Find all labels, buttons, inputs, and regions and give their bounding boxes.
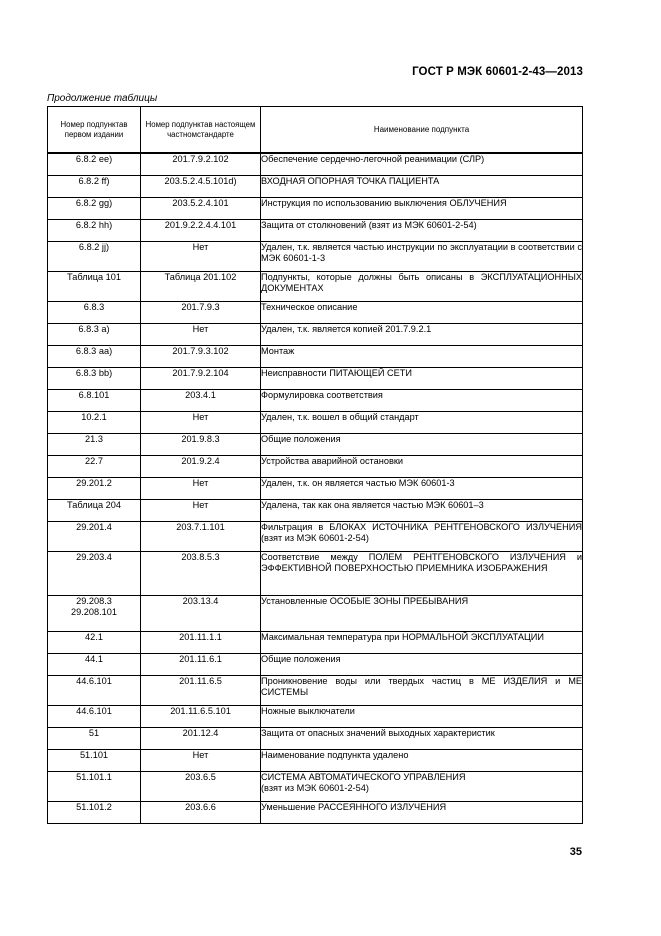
table-row (48, 197, 583, 219)
column-header-subclause-name: Наименование подпункта (261, 107, 583, 154)
cell-current-standard: 203.4.1 (141, 389, 261, 411)
cell-first-edition: 29.203.4 (48, 551, 141, 595)
table-row (48, 455, 583, 477)
cell-first-edition: 6.8.2 ee) (48, 153, 141, 175)
table-row (48, 271, 583, 301)
table-row (48, 433, 583, 455)
cell-subclause-name: Удален, т.к. является частью инструкции по эксплуатации в соответствии с МЭК 60601-1-3 (261, 241, 583, 271)
cell-current-standard: 203.5.2.4.101 (141, 197, 261, 219)
cell-subclause-name: Обеспечение сердечно-легочной реанимации (СЛР) (261, 153, 583, 175)
cell-current-standard: 201.12.4 (141, 727, 261, 749)
cell-first-edition: 44.1 (48, 653, 141, 675)
table-caption: Продолжение таблицы (47, 93, 158, 104)
table-row (48, 595, 583, 631)
cell-first-edition: 22.7 (48, 455, 141, 477)
cell-subclause-name: Защита от столкновений (взят из МЭК 60601-2-54) (261, 219, 583, 241)
table-row (48, 727, 583, 749)
cell-subclause-name: Максимальная температура при НОРМАЛЬНОЙ ЭКСПЛУАТАЦИИ (261, 631, 583, 653)
cell-subclause-name: Общие положения (261, 653, 583, 675)
cell-first-edition: 29.201.2 (48, 477, 141, 499)
table-header-row (48, 107, 583, 154)
cell-first-edition: 29.208.3 29.208.101 (48, 595, 141, 631)
cell-current-standard: 201.11.1.1 (141, 631, 261, 653)
table-body (48, 153, 583, 823)
correspondence-table (47, 106, 583, 824)
cell-subclause-name: Защита от опасных значений выходных характеристик (261, 727, 583, 749)
cell-current-standard: 203.5.2.4.5.101d) (141, 175, 261, 197)
cell-subclause-name: Неисправности ПИТАЮЩЕЙ СЕТИ (261, 367, 583, 389)
cell-subclause-name: Подпункты, которые должны быть описаны в ЭКСПЛУАТАЦИОННЫХ ДОКУМЕНТАХ (261, 271, 583, 301)
column-header-first-edition: Номер подпунктав первом издании (48, 107, 141, 154)
cell-current-standard: 203.6.5 (141, 771, 261, 801)
cell-subclause-name: Удален, т.к. он является частью МЭК 60601-3 (261, 477, 583, 499)
table-row (48, 153, 583, 175)
cell-current-standard: 203.13.4 (141, 595, 261, 631)
cell-subclause-name: Наименование подпункта удалено (261, 749, 583, 771)
cell-first-edition: 6.8.2 jj) (48, 241, 141, 271)
table-row (48, 323, 583, 345)
table-row (48, 219, 583, 241)
cell-current-standard: 201.9.2.2.4.4.101 (141, 219, 261, 241)
cell-subclause-name: Удалена, так как она является частью МЭК 60601–3 (261, 499, 583, 521)
cell-current-standard: 201.9.2.4 (141, 455, 261, 477)
table-row (48, 521, 583, 551)
table-row (48, 705, 583, 727)
table-row (48, 389, 583, 411)
cell-first-edition: 44.6.101 (48, 705, 141, 727)
cell-subclause-name: СИСТЕМА АВТОМАТИЧЕСКОГО УПРАВЛЕНИЯ (взят из МЭК 60601-2-54) (261, 771, 583, 801)
cell-subclause-name: Формулировка соответствия (261, 389, 583, 411)
cell-subclause-name: Соответствие между ПОЛЕМ РЕНТГЕНОВСКОГО ИЗЛУЧЕНИЯ и ЭФФЕКТИВНОЙ ПОВЕРХНОСТЬЮ ПРИЕМНИКА ИЗОБРАЖЕНИЯ (261, 551, 583, 595)
table-row (48, 477, 583, 499)
cell-current-standard: 201.11.6.5.101 (141, 705, 261, 727)
table-row (48, 499, 583, 521)
cell-first-edition: 6.8.3 a) (48, 323, 141, 345)
cell-first-edition: Таблица 101 (48, 271, 141, 301)
cell-first-edition: 6.8.101 (48, 389, 141, 411)
cell-first-edition: 51.101.2 (48, 801, 141, 823)
cell-current-standard: 201.11.6.5 (141, 675, 261, 705)
cell-subclause-name: Фильтрация в БЛОКАХ ИСТОЧНИКА РЕНТГЕНОВСКОГО ИЗЛУЧЕНИЯ (взят из МЭК 60601-2-54) (261, 521, 583, 551)
cell-current-standard: Нет (141, 323, 261, 345)
cell-first-edition: 51.101 (48, 749, 141, 771)
table-row (48, 551, 583, 595)
table-row (48, 345, 583, 367)
document-header: ГОСТ Р МЭК 60601-2-43—2013 (412, 66, 583, 78)
cell-first-edition: Таблица 204 (48, 499, 141, 521)
cell-current-standard: Нет (141, 499, 261, 521)
cell-first-edition: 6.8.3 aa) (48, 345, 141, 367)
table-row (48, 631, 583, 653)
table-row (48, 749, 583, 771)
column-header-current-standard: Номер подпунктав настоящем частномстандарте (141, 107, 261, 154)
cell-current-standard: 201.9.8.3 (141, 433, 261, 455)
table-row (48, 653, 583, 675)
table-row (48, 241, 583, 271)
cell-current-standard: Нет (141, 477, 261, 499)
table-row (48, 175, 583, 197)
page-number: 35 (569, 846, 582, 858)
cell-subclause-name: Ножные выключатели (261, 705, 583, 727)
cell-subclause-name: Удален, т.к. вошел в общий стандарт (261, 411, 583, 433)
cell-subclause-name: Техническое описание (261, 301, 583, 323)
cell-current-standard: 201.7.9.3 (141, 301, 261, 323)
cell-first-edition: 10.2.1 (48, 411, 141, 433)
cell-subclause-name: Удален, т.к. является копией 201.7.9.2.1 (261, 323, 583, 345)
cell-current-standard: 203.8.5.3 (141, 551, 261, 595)
cell-first-edition: 21.3 (48, 433, 141, 455)
table-row (48, 367, 583, 389)
cell-subclause-name: Уменьшение РАССЕЯННОГО ИЗЛУЧЕНИЯ (261, 801, 583, 823)
cell-first-edition: 51 (48, 727, 141, 749)
cell-first-edition: 6.8.3 bb) (48, 367, 141, 389)
cell-first-edition: 42.1 (48, 631, 141, 653)
cell-first-edition: 6.8.3 (48, 301, 141, 323)
cell-subclause-name: Монтаж (261, 345, 583, 367)
cell-current-standard: 201.7.9.2.104 (141, 367, 261, 389)
cell-subclause-name: Установленные ОСОБЫЕ ЗОНЫ ПРЕБЫВАНИЯ (261, 595, 583, 631)
cell-subclause-name: Проникновение воды или твердых частиц в МЕ ИЗДЕЛИЯ и МЕ СИСТЕМЫ (261, 675, 583, 705)
cell-current-standard: 203.7.1.101 (141, 521, 261, 551)
cell-first-edition: 6.8.2 gg) (48, 197, 141, 219)
cell-first-edition: 51.101.1 (48, 771, 141, 801)
cell-subclause-name: ВХОДНАЯ ОПОРНАЯ ТОЧКА ПАЦИЕНТА (261, 175, 583, 197)
cell-current-standard: Нет (141, 411, 261, 433)
cell-current-standard: 201.11.6.1 (141, 653, 261, 675)
cell-subclause-name: Устройства аварийной остановки (261, 455, 583, 477)
cell-subclause-name: Общие положения (261, 433, 583, 455)
cell-subclause-name: Инструкция по использованию выключения ОБЛУЧЕНИЯ (261, 197, 583, 219)
cell-first-edition: 6.8.2 ff) (48, 175, 141, 197)
table-row (48, 801, 583, 823)
cell-current-standard: 203.6.6 (141, 801, 261, 823)
cell-current-standard: Нет (141, 241, 261, 271)
cell-first-edition: 6.8.2 hh) (48, 219, 141, 241)
table-row (48, 675, 583, 705)
table-row (48, 771, 583, 801)
cell-current-standard: 201.7.9.3.102 (141, 345, 261, 367)
cell-first-edition: 29.201.4 (48, 521, 141, 551)
cell-current-standard: Таблица 201.102 (141, 271, 261, 301)
cell-current-standard: 201.7.9.2.102 (141, 153, 261, 175)
table-row (48, 411, 583, 433)
cell-first-edition: 44.6.101 (48, 675, 141, 705)
table-row (48, 301, 583, 323)
cell-current-standard: Нет (141, 749, 261, 771)
